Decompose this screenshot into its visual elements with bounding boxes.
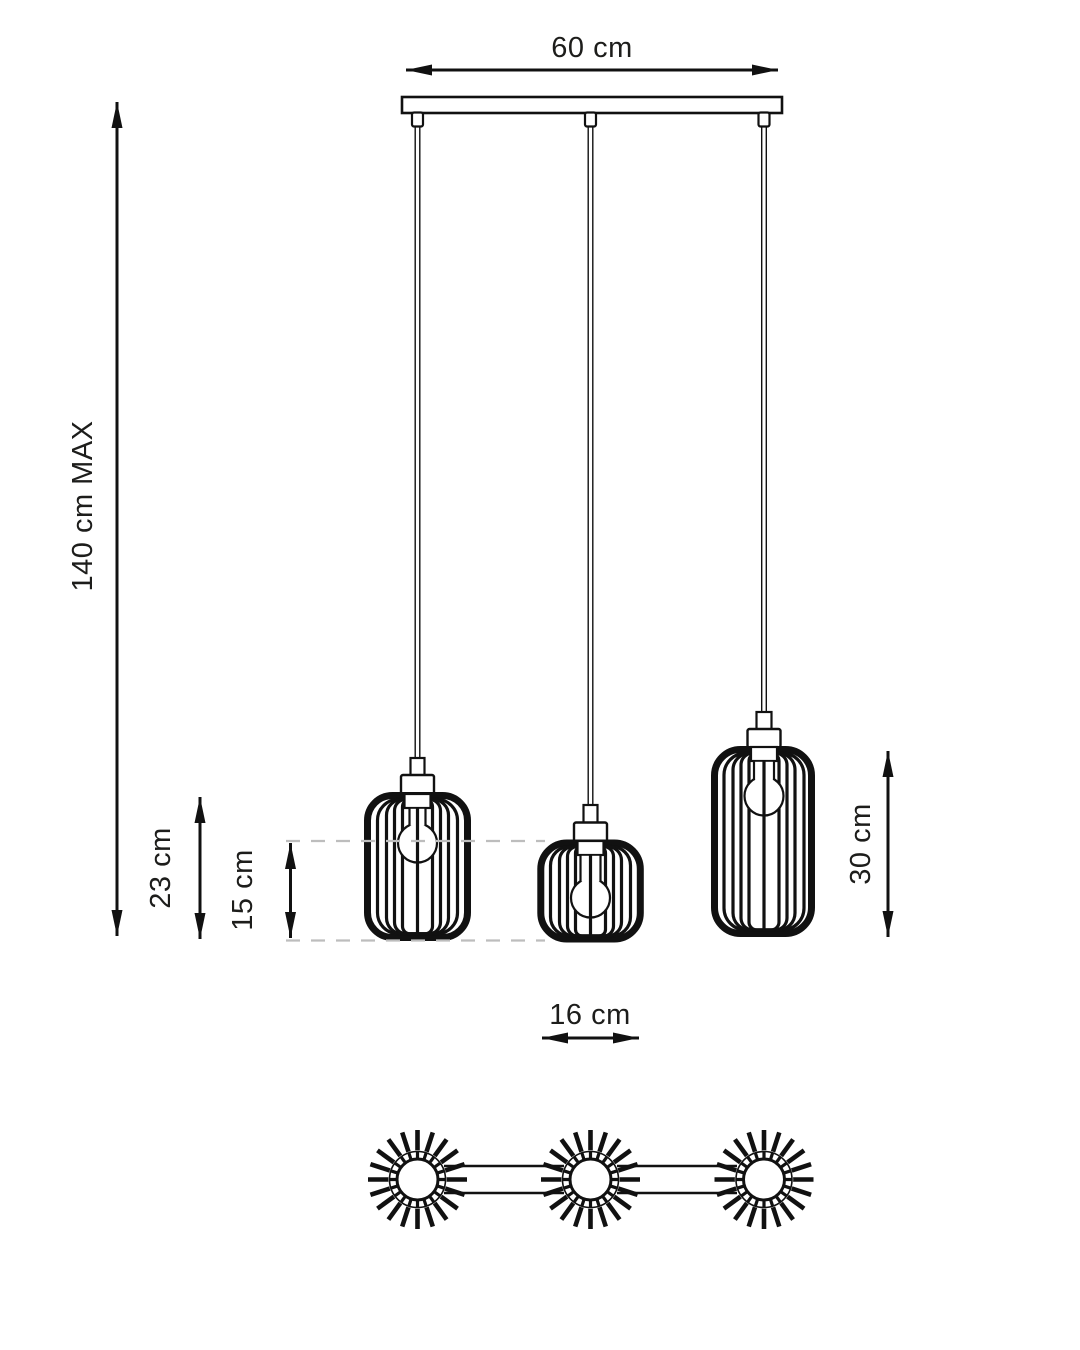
dimension-height-30cm: [845, 751, 888, 937]
socket-stem: [584, 805, 598, 824]
cord-line: [588, 126, 593, 806]
dimension-height-140cm: [67, 102, 117, 936]
socket-stem: [757, 712, 772, 731]
cord-right: [759, 113, 770, 714]
dim-label-15cm: 15 cm: [227, 849, 259, 931]
cord-line: [415, 126, 420, 758]
pendant-left: [368, 758, 468, 938]
cord-connector: [412, 113, 423, 127]
cord-middle: [585, 113, 596, 807]
socket: [574, 823, 607, 842]
cord-left: [412, 113, 423, 759]
dim-label-60cm: 60 cm: [551, 32, 633, 64]
cord-line: [762, 126, 767, 713]
ceiling-bar: [402, 97, 782, 113]
cord-connector: [585, 113, 596, 127]
dim-label-23cm: 23 cm: [145, 827, 177, 909]
shade-top-view-middle: [541, 1130, 640, 1229]
bulb-holder: [578, 841, 604, 855]
bulb-holder: [405, 794, 431, 808]
pendant-right: [715, 712, 812, 934]
dim-label-16cm: 16 cm: [549, 999, 631, 1031]
shade-top-view-left: [368, 1130, 467, 1229]
cord-connector: [759, 113, 770, 127]
bottom-view: [368, 1130, 814, 1229]
socket: [748, 729, 781, 748]
pendant-middle: [541, 805, 641, 939]
socket-stem: [411, 758, 425, 776]
dimension-height-23cm: [145, 797, 200, 939]
dimension-width-60cm: [406, 32, 778, 70]
dimension-width-16cm: [542, 999, 639, 1038]
bulb-holder: [751, 747, 777, 761]
dim-label-30cm: 30 cm: [845, 803, 877, 885]
dim-label-140cm: 140 cm MAX: [67, 420, 99, 592]
shade-top-view-right: [715, 1130, 814, 1229]
